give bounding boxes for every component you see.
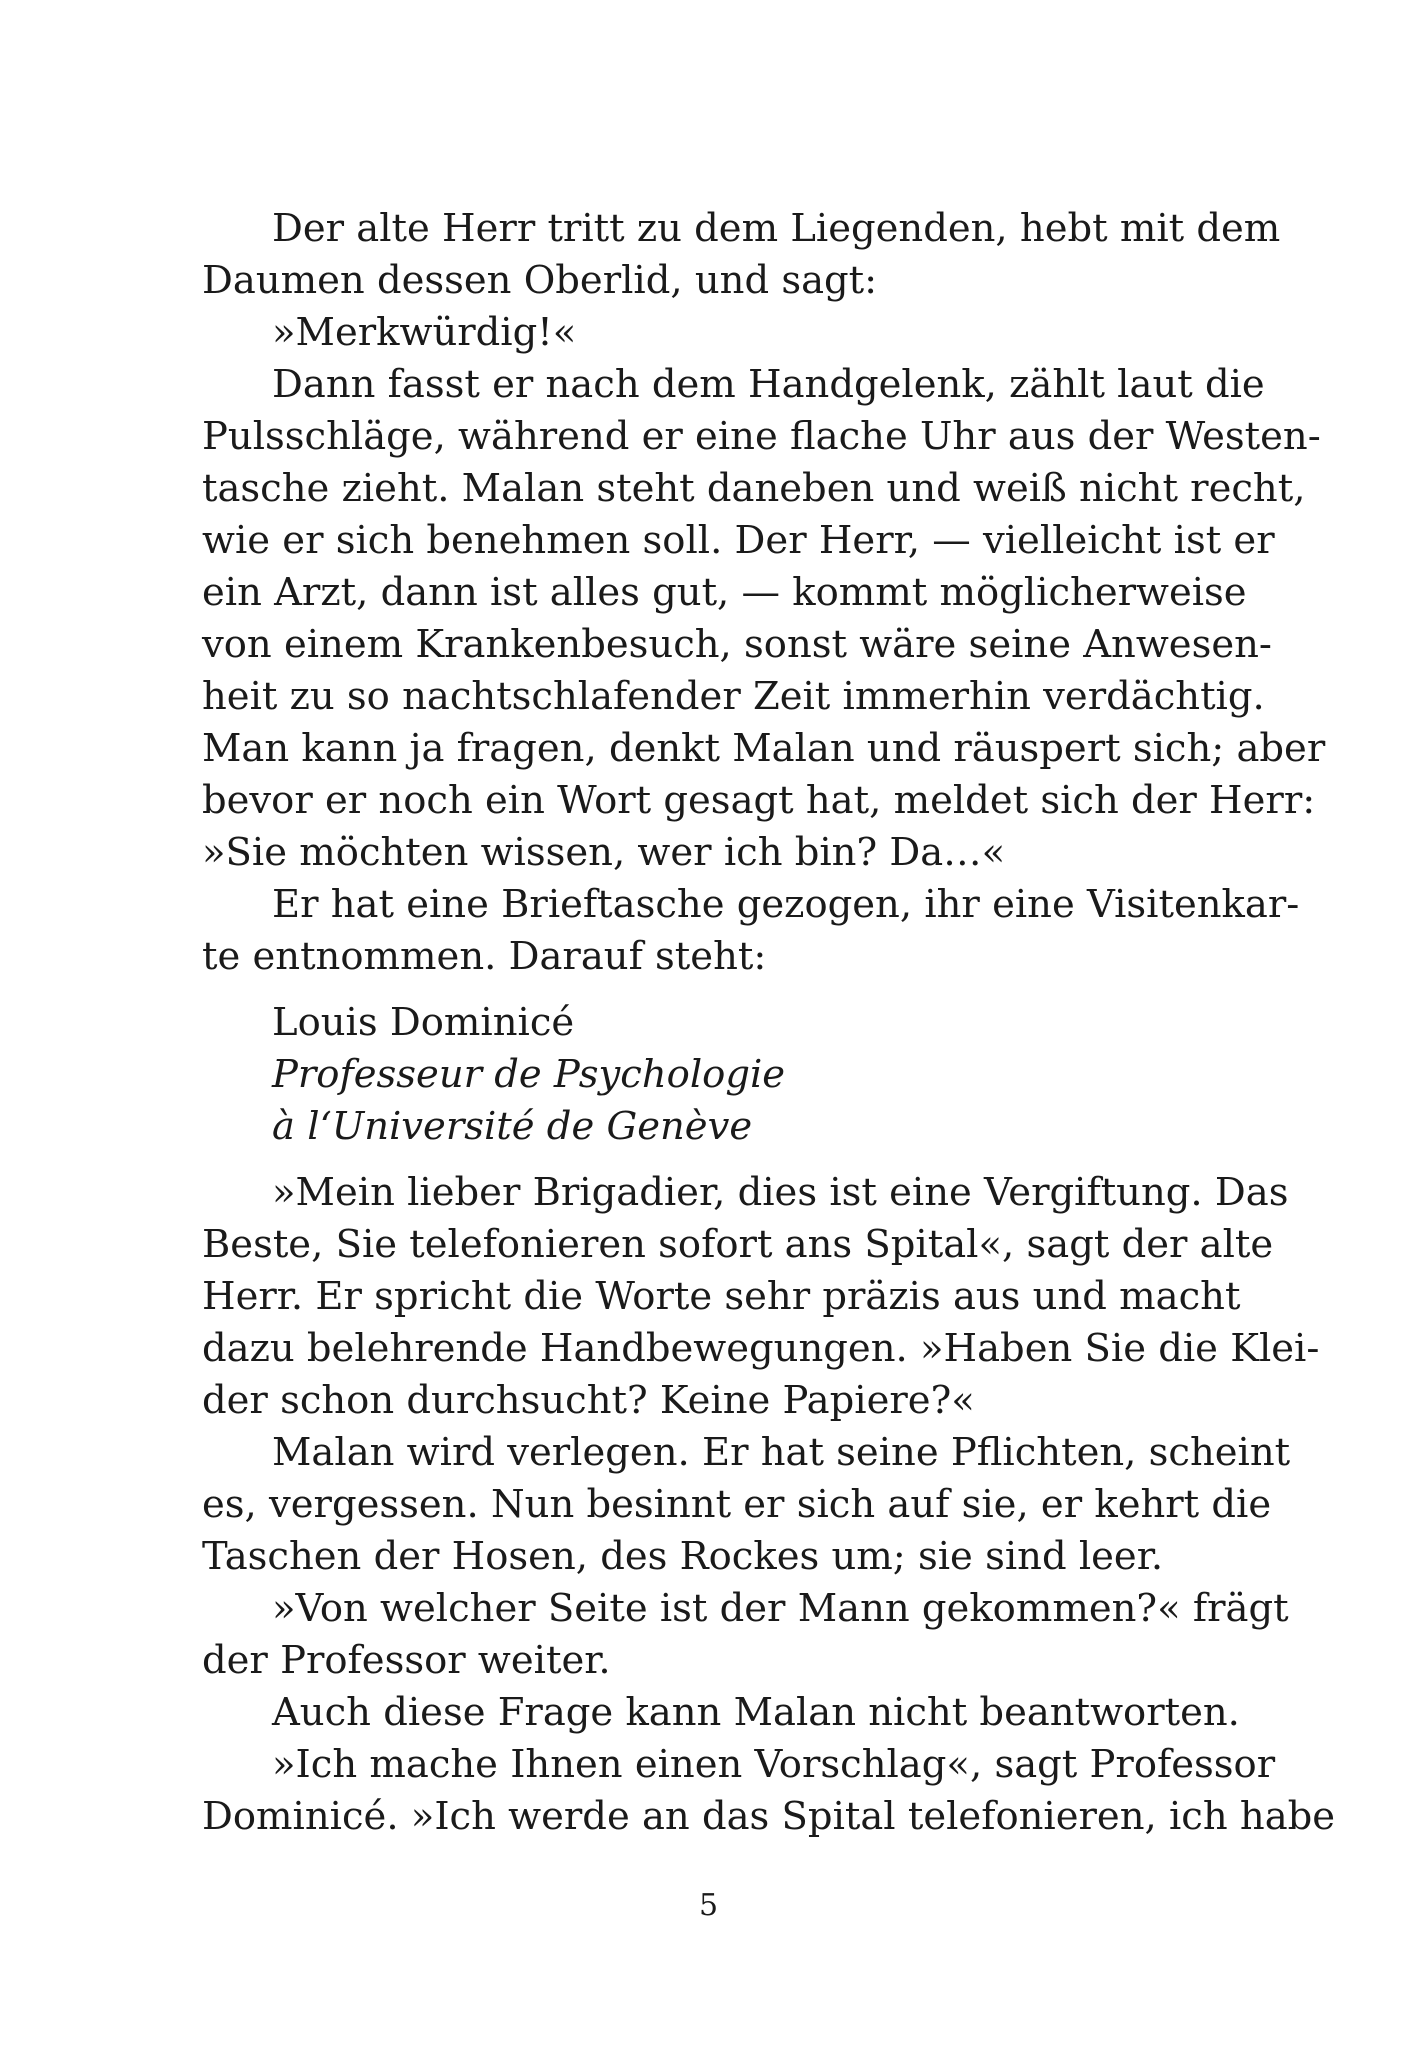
text-line: Daumen dessen Oberlid, und sagt: — [202, 258, 878, 303]
paragraph — [202, 879, 1300, 983]
paragraph — [202, 1739, 1336, 1843]
text-line: von einem Krankenbesuch, sonst wäre seine Anwesen- — [202, 622, 1272, 667]
text-line: »Merkwürdig!« — [272, 310, 577, 355]
text-line: wie er sich benehmen soll. Der Herr, — vielleicht ist er — [202, 518, 1275, 563]
text-line: es, vergessen. Nun besinnt er sich auf sie, er kehrt die — [202, 1482, 1272, 1527]
text-line: dazu belehrende Handbewegungen. »Haben Sie die Klei- — [202, 1326, 1320, 1371]
text-line: Beste, Sie telefonieren sofort ans Spital«, sagt der alte — [202, 1222, 1274, 1267]
card-name: Louis Dominicé — [272, 1000, 575, 1045]
text-line: Auch diese Frage kann Malan nicht beantworten. — [272, 1690, 1240, 1735]
paragraph — [202, 359, 1326, 879]
text-line: Herr. Er spricht die Worte sehr präzis aus und macht — [202, 1274, 1241, 1319]
text-line: bevor er noch ein Wort gesagt hat, meldet sich der Herr: — [202, 778, 1316, 823]
page-body — [202, 203, 1336, 1843]
paragraph — [202, 307, 1170, 359]
text-line: ein Arzt, dann ist alles gut, — kommt möglicherweise — [202, 570, 1247, 615]
text-line: »Ich mache Ihnen einen Vorschlag«, sagt Professor — [272, 1742, 1276, 1787]
text-line: »Sie möchten wissen, wer ich bin? Da…« — [202, 830, 1006, 875]
text-line: Dann fasst er nach dem Handgelenk, zählt laut die — [272, 362, 1265, 407]
text-line: »Mein lieber Brigadier, dies ist eine Vergiftung. Das — [272, 1170, 1289, 1215]
text-line: Man kann ja fragen, denkt Malan und räuspert sich; aber — [202, 726, 1326, 771]
text-line: Malan wird verlegen. Er hat seine Pflichten, scheint — [272, 1430, 1291, 1475]
business-card-text — [202, 997, 1170, 1153]
card-title: Professeur de Psychologie — [272, 1052, 786, 1097]
text-line: tasche zieht. Malan steht daneben und weiß nicht recht, — [202, 466, 1306, 511]
paragraph — [202, 1583, 1289, 1687]
paragraph — [202, 1167, 1320, 1427]
paragraph — [202, 203, 1281, 307]
text-line: te entnommen. Darauf steht: — [202, 934, 767, 979]
paragraph — [202, 1427, 1291, 1583]
text-line: Taschen der Hosen, des Rockes um; sie sind leer. — [202, 1534, 1164, 1579]
text-line: Der alte Herr tritt zu dem Liegenden, hebt mit dem — [272, 206, 1281, 251]
paragraph — [202, 1687, 1240, 1739]
text-line: heit zu so nachtschlafender Zeit immerhin verdächtig. — [202, 674, 1265, 719]
text-line: Er hat eine Brieftasche gezogen, ihr eine Visitenkar- — [272, 882, 1300, 927]
text-line: der Professor weiter. — [202, 1638, 611, 1683]
text-line: »Von welcher Seite ist der Mann gekommen?« frägt — [272, 1586, 1289, 1631]
text-line: Dominicé. »Ich werde an das Spital telefonieren, ich habe — [202, 1794, 1336, 1839]
page-number: 5 — [698, 1888, 719, 1923]
text-line: der schon durchsucht? Keine Papiere?« — [202, 1378, 975, 1423]
text-line: Pulsschläge, während er eine flache Uhr aus der Westen- — [202, 414, 1321, 459]
card-institution: à l‘Université de Genève — [272, 1104, 753, 1149]
